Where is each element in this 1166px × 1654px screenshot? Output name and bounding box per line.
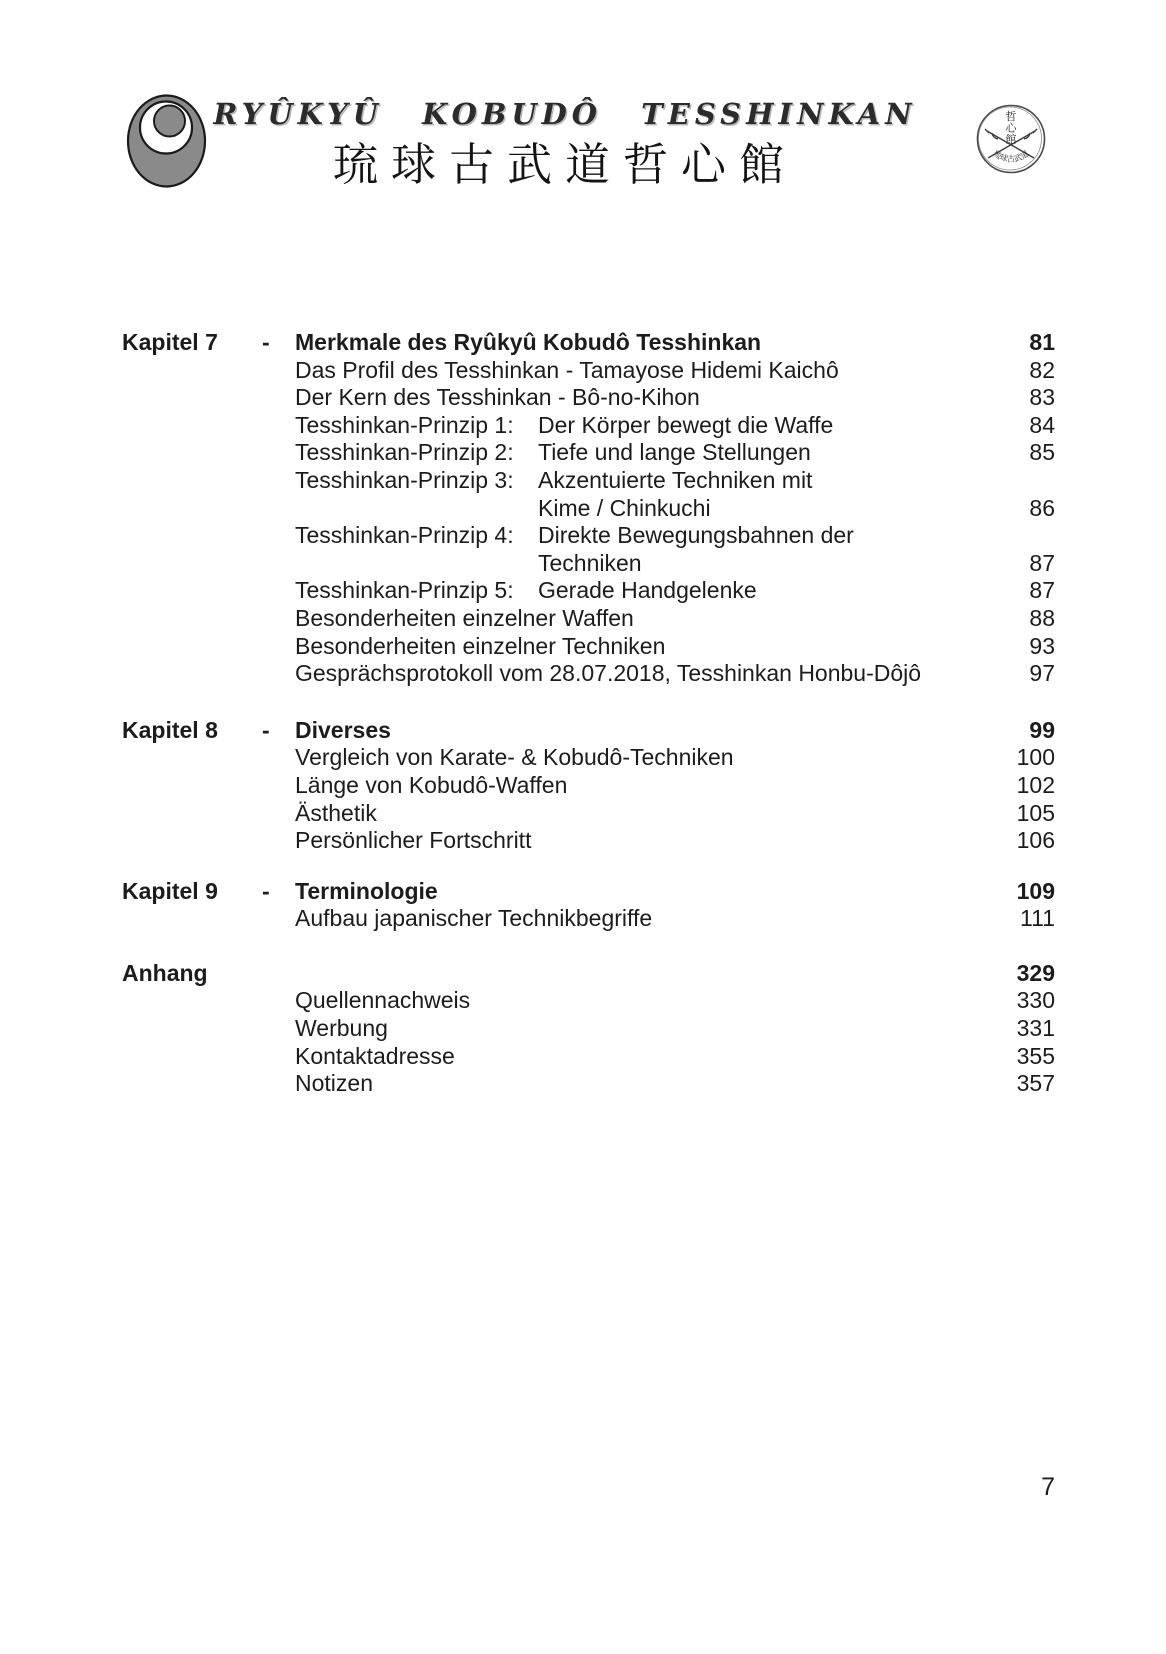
chapter-label: Anhang <box>122 959 208 986</box>
toc-entry <box>122 660 1055 688</box>
toc-entry <box>122 577 1055 605</box>
toc-entry-page: 330 <box>1016 987 1055 1014</box>
toc-entry-continuation <box>122 495 1055 523</box>
chapter-row <box>122 717 1055 745</box>
toc-entry-prefix: Tesshinkan-Prinzip 5: <box>295 577 514 604</box>
toc-entry-prefix: Tesshinkan-Prinzip 1: <box>295 411 514 438</box>
toc-entry-page: 111 <box>1020 905 1055 932</box>
toc-entry <box>122 357 1055 385</box>
page-number: 7 <box>1041 1473 1055 1501</box>
toc-entry-text: Länge von Kobudô-Waffen <box>295 771 568 798</box>
toc-entry-text: Vergleich von Karate- & Kobudô-Techniken <box>295 744 734 771</box>
toc-entry-page: 85 <box>1029 439 1055 466</box>
toc-entry <box>122 384 1055 412</box>
toc-entry-text: Ästhetik <box>295 799 377 826</box>
tesshinkan-seal-svg <box>975 103 1047 175</box>
chapter-page-number: 329 <box>1016 959 1055 986</box>
toc-entry-text: Besonderheiten einzelner Techniken <box>295 632 666 659</box>
chapter-dash: - <box>262 877 270 904</box>
toc-entry-text: Gesprächsprotokoll vom 28.07.2018, Tesshinkan Honbu-Dôjô <box>295 660 922 687</box>
chapter-dash: - <box>262 716 270 743</box>
seal-kanji-2: 心 <box>1005 121 1017 135</box>
toc-entry-text: Akzentuierte Techniken mit <box>538 466 813 493</box>
toc-entry-text: Notizen <box>295 1070 373 1097</box>
toc-entry <box>122 1015 1055 1043</box>
toc-entry-prefix: Tesshinkan-Prinzip 2: <box>295 439 514 466</box>
chapter-row <box>122 878 1055 906</box>
toc-entry-page <box>975 522 1055 550</box>
toc-entry-page: 87 <box>1029 549 1055 576</box>
toc-entry-text: Werbung <box>295 1015 388 1042</box>
toc-entry-page: 102 <box>1016 771 1055 798</box>
chapter-title: Diverses <box>295 716 391 743</box>
title-latin: RYÛKYÛ KOBUDÔ TESSHINKAN <box>213 97 917 131</box>
toc-entry-page: 106 <box>1016 827 1055 854</box>
seal-kanji-3: 館 <box>1005 133 1017 146</box>
toc-entry-text: Besonderheiten einzelner Waffen <box>295 604 634 631</box>
toc-entry-page: 100 <box>1016 744 1055 771</box>
chapter-label: Kapitel 9 <box>122 877 218 904</box>
toc-entry-page: 105 <box>1016 799 1055 826</box>
toc-entry <box>122 439 1055 467</box>
chapter-dash <box>262 960 295 988</box>
toc-entry-page: 97 <box>1029 660 1055 687</box>
toc-entry-text: Gerade Handgelenke <box>538 577 757 604</box>
toc-entry-text: Aufbau japanischer Technikbegriffe <box>295 905 653 932</box>
toc-entry-text: Tiefe und lange Stellungen <box>538 439 811 466</box>
chapter-page-number: 99 <box>1029 716 1055 743</box>
toc-entry <box>122 827 1055 855</box>
toc-entry-page: 87 <box>1029 577 1055 604</box>
toc-entry <box>122 605 1055 633</box>
chapter-row <box>122 329 1055 357</box>
toc-entry-page: 88 <box>1029 604 1055 631</box>
chapter-title: Terminologie <box>295 877 438 904</box>
svg-text:琉球古武道 <box>991 148 1030 164</box>
chapter-label: Kapitel 7 <box>122 329 218 355</box>
seal-kanji-1: 哲 <box>1005 110 1017 123</box>
chapter-page-number: 81 <box>1029 329 1055 355</box>
toc-entry-page: 82 <box>1029 356 1055 383</box>
toc-entry-text: Quellennachweis <box>295 987 471 1014</box>
toc-entry-page: 86 <box>1029 494 1055 521</box>
toc-entry <box>122 744 1055 772</box>
toc-entry-continuation <box>122 550 1055 578</box>
toc-entry <box>122 412 1055 440</box>
toc-entry-text: Der Körper bewegt die Waffe <box>538 411 834 438</box>
chapter-title: Merkmale des Ryûkyû Kobudô Tesshinkan <box>295 329 762 355</box>
chapter-label: Kapitel 8 <box>122 716 218 743</box>
title-kanji: 琉球古武道哲心館 <box>332 138 797 191</box>
toc-entry <box>122 1070 1055 1098</box>
toc-entry <box>122 1043 1055 1071</box>
seal-bottom-text: 琉球古武道 <box>991 148 1031 164</box>
toc-entry-page: 355 <box>1016 1042 1055 1069</box>
chapter-page-number: 109 <box>1016 877 1055 904</box>
toc-entry <box>122 772 1055 800</box>
toc-entry-page: 84 <box>1029 411 1055 438</box>
chapter-row <box>122 960 1055 988</box>
toc-entry-page: 83 <box>1029 384 1055 411</box>
toc-entry <box>122 987 1055 1015</box>
tesshinkan-seal <box>975 103 1047 180</box>
chapter-title <box>295 960 975 988</box>
toc-entry-prefix: Tesshinkan-Prinzip 4: <box>295 522 514 549</box>
toc-entry-page <box>975 467 1055 495</box>
toc-entry <box>122 800 1055 828</box>
toc-entry-text: Techniken <box>538 549 642 576</box>
chapter-dash: - <box>262 329 270 355</box>
toc-entry <box>122 522 1055 550</box>
toc-entry <box>122 633 1055 661</box>
toc-entry-text: Direkte Bewegungsbahnen der <box>538 522 854 549</box>
toc-entry-text: Das Profil des Tesshinkan - Tamayose Hidemi Kaichô <box>295 356 839 383</box>
toc-entry <box>122 905 1055 933</box>
toc-entry <box>122 467 1055 495</box>
toc-entry-text: Der Kern des Tesshinkan - Bô-no-Kihon <box>295 384 700 411</box>
table-of-contents <box>122 329 1055 1098</box>
toc-entry-text: Persönlicher Fortschritt <box>295 827 532 854</box>
toc-entry-page: 93 <box>1029 632 1055 659</box>
toc-entry-text: Kime / Chinkuchi <box>538 494 711 521</box>
toc-entry-page: 331 <box>1016 1015 1055 1042</box>
toc-entry-text: Kontaktadresse <box>295 1042 455 1069</box>
toc-entry-prefix: Tesshinkan-Prinzip 3: <box>295 466 514 493</box>
toc-entry-page: 357 <box>1016 1070 1055 1097</box>
